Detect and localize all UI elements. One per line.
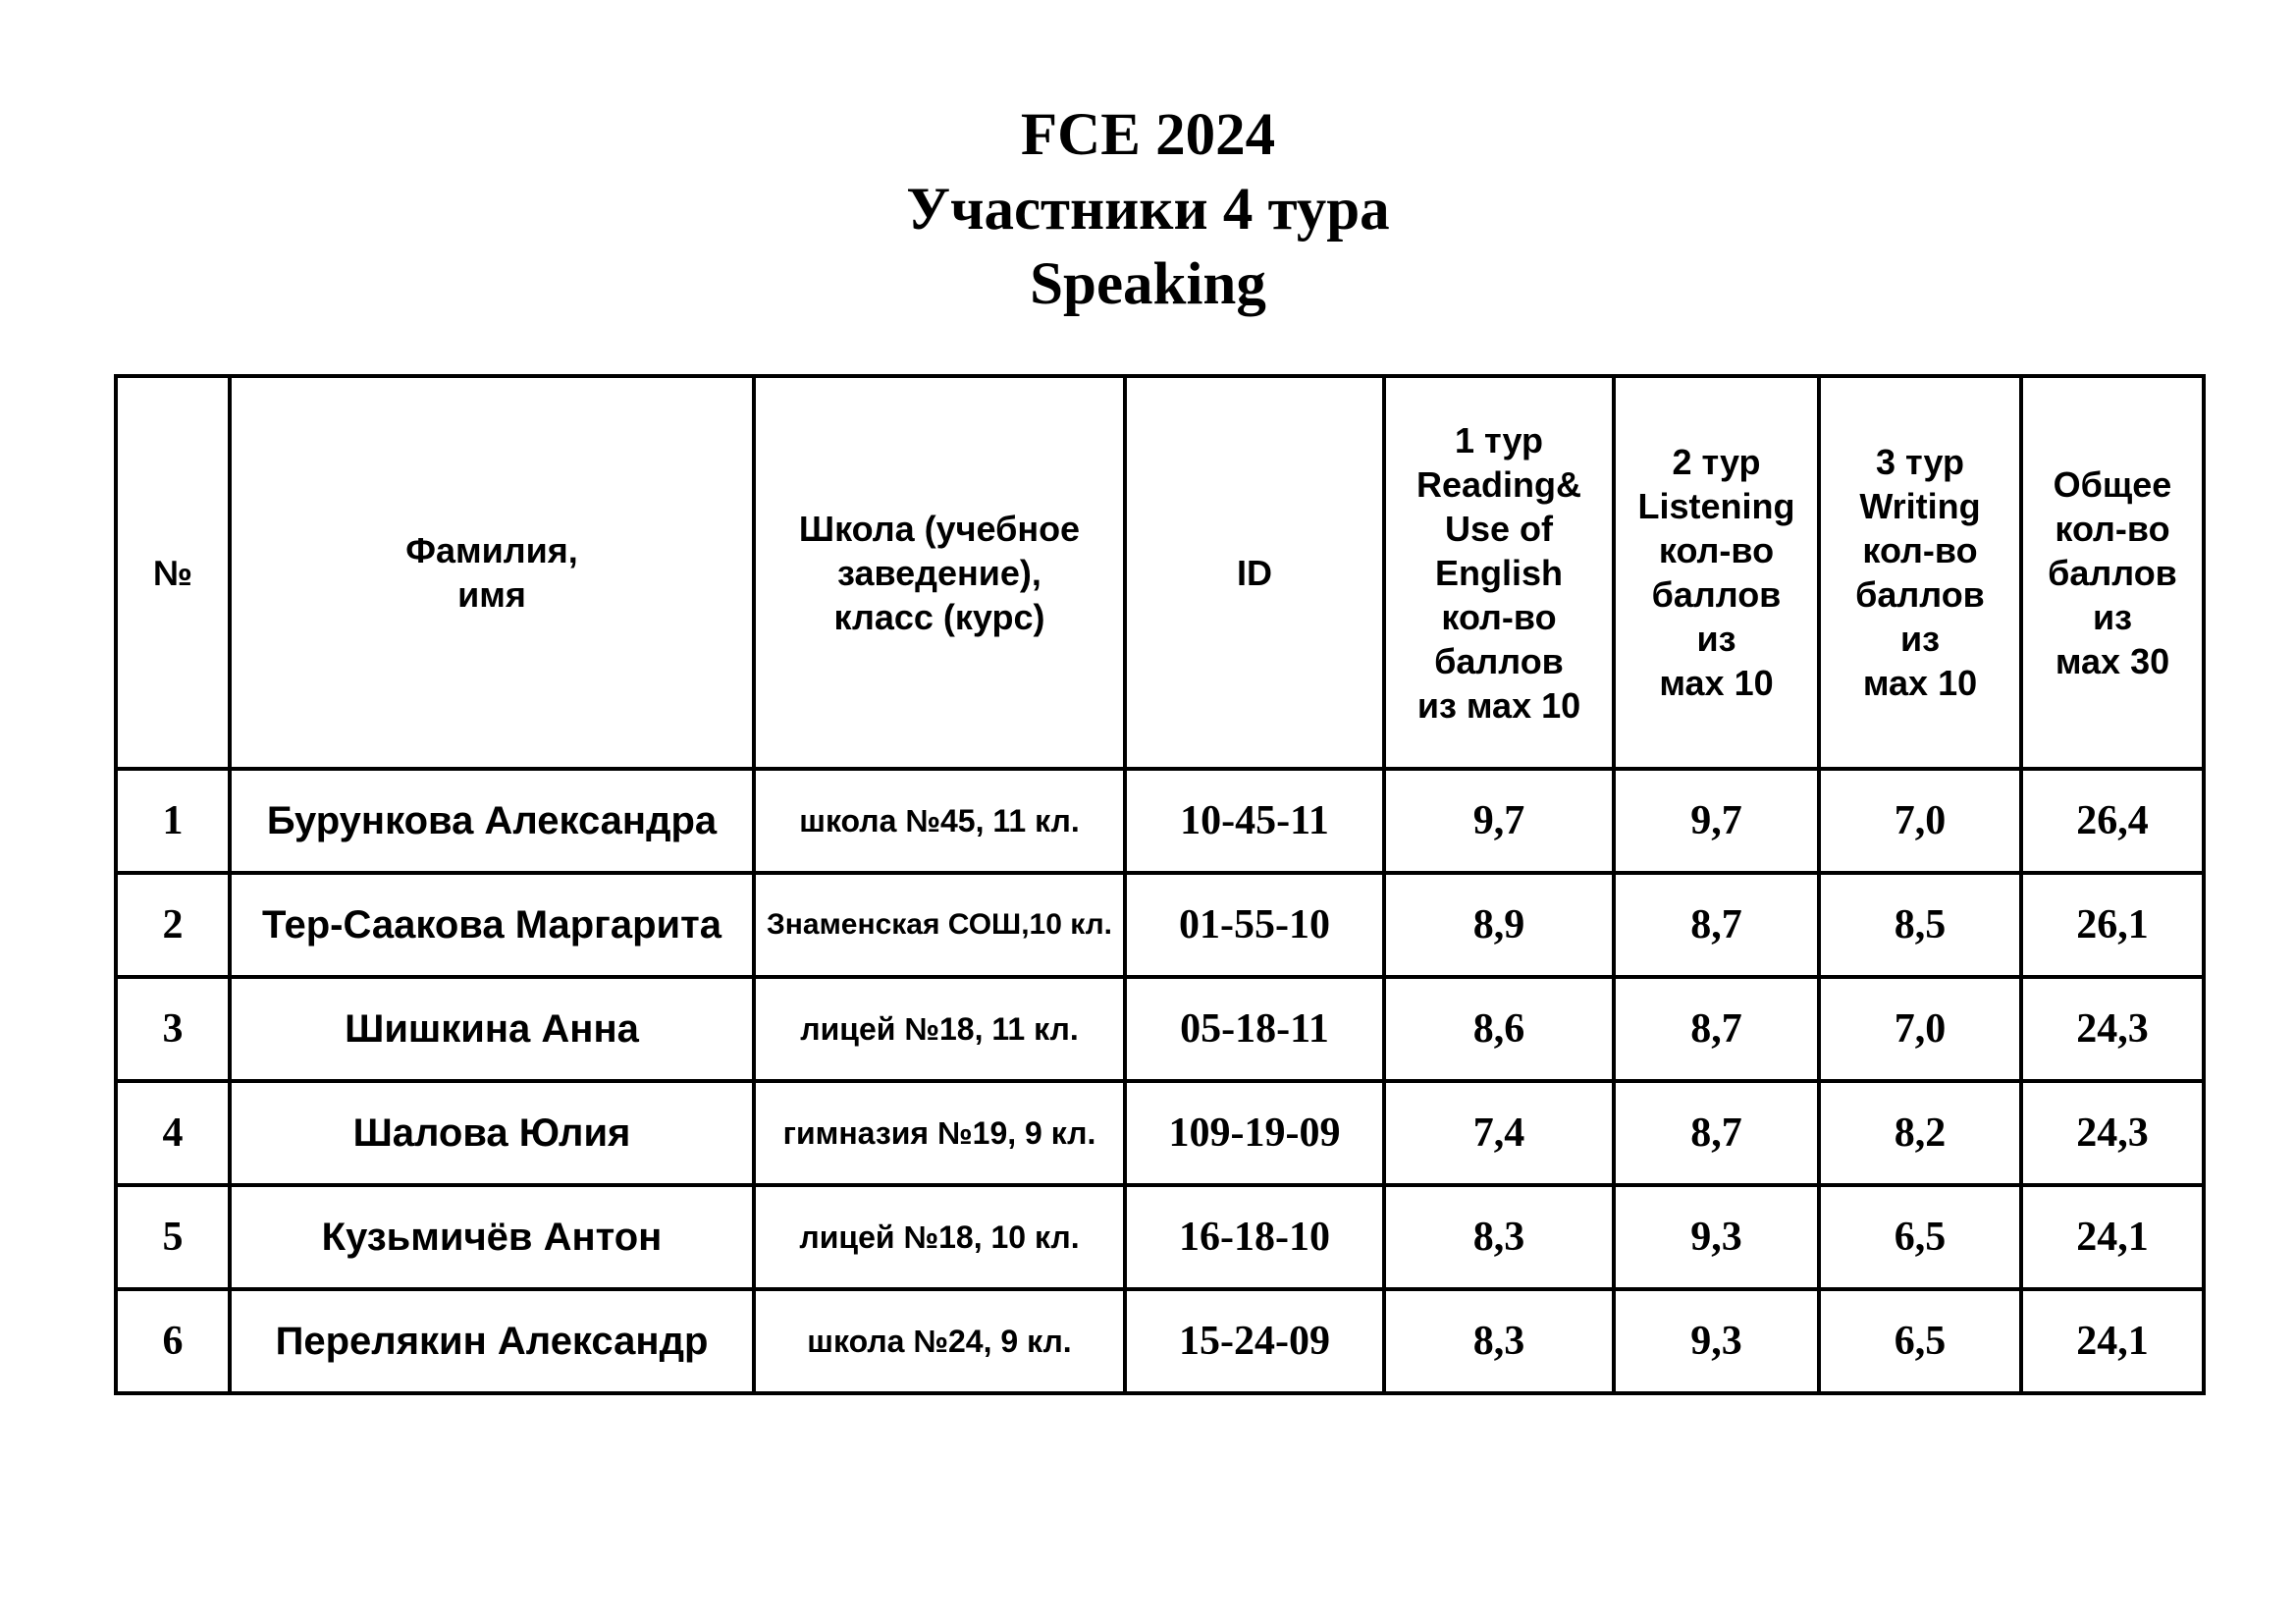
row-num: 6 [116,1289,230,1393]
row-total-score: 26,4 [2021,769,2204,873]
row-total-score: 24,3 [2021,977,2204,1081]
row-tour3-score: 6,5 [1819,1289,2021,1393]
table-row [116,769,2204,873]
title-line-1: FCE 2024 [1020,102,1276,168]
row-id: 109-19-09 [1125,1081,1384,1185]
row-id: 10-45-11 [1125,769,1384,873]
row-id: 15-24-09 [1125,1289,1384,1393]
row-total-score: 26,1 [2021,873,2204,977]
row-tour3-score: 7,0 [1819,977,2021,1081]
row-name: Бурункова Александра [230,769,754,873]
table-row [116,873,2204,977]
header-name: Фамилия, имя [230,376,754,769]
row-name: Шалова Юлия [230,1081,754,1185]
header-id: ID [1125,376,1384,769]
row-tour3-score: 8,5 [1819,873,2021,977]
row-tour2-score: 8,7 [1614,1081,1819,1185]
row-school: школа №45, 11 кл. [754,769,1125,873]
header-school: Школа (учебное заведение), класс (курс) [754,376,1125,769]
row-name: Перелякин Александр [230,1289,754,1393]
row-id: 01-55-10 [1125,873,1384,977]
table-row [116,977,2204,1081]
row-school: школа №24, 9 кл. [754,1289,1125,1393]
header-tour3: 3 тур Writing кол-во баллов из мах 10 [1819,376,2021,769]
page-title [0,98,2296,322]
row-num: 1 [116,769,230,873]
results-table [114,374,2206,1395]
row-id: 05-18-11 [1125,977,1384,1081]
title-line-2: Участники 4 тура [906,177,1390,243]
row-total-score: 24,1 [2021,1185,2204,1289]
header-row [116,376,2204,769]
row-tour1-score: 8,9 [1384,873,1614,977]
row-total-score: 24,1 [2021,1289,2204,1393]
table-row [116,1289,2204,1393]
row-school: лицей №18, 10 кл. [754,1185,1125,1289]
row-num: 4 [116,1081,230,1185]
row-tour2-score: 8,7 [1614,977,1819,1081]
row-tour3-score: 6,5 [1819,1185,2021,1289]
row-tour1-score: 7,4 [1384,1081,1614,1185]
row-tour1-score: 9,7 [1384,769,1614,873]
row-num: 3 [116,977,230,1081]
row-name: Кузьмичёв Антон [230,1185,754,1289]
table-row [116,1185,2204,1289]
row-tour1-score: 8,3 [1384,1289,1614,1393]
row-tour2-score: 9,7 [1614,769,1819,873]
row-school: Знаменская СОШ,10 кл. [754,873,1125,977]
row-tour2-score: 8,7 [1614,873,1819,977]
row-name: Шишкина Анна [230,977,754,1081]
title-line-3: Speaking [1030,251,1266,317]
row-tour3-score: 7,0 [1819,769,2021,873]
row-id: 16-18-10 [1125,1185,1384,1289]
header-num: № [116,376,230,769]
table-row [116,1081,2204,1185]
row-tour2-score: 9,3 [1614,1185,1819,1289]
row-name: Тер-Саакова Маргарита [230,873,754,977]
row-tour1-score: 8,6 [1384,977,1614,1081]
row-tour3-score: 8,2 [1819,1081,2021,1185]
row-total-score: 24,3 [2021,1081,2204,1185]
row-school: лицей №18, 11 кл. [754,977,1125,1081]
row-school: гимназия №19, 9 кл. [754,1081,1125,1185]
row-tour2-score: 9,3 [1614,1289,1819,1393]
header-tour1: 1 тур Reading& Use of English кол-во баллов из мах 10 [1384,376,1614,769]
row-tour1-score: 8,3 [1384,1185,1614,1289]
row-num: 5 [116,1185,230,1289]
header-total: Общее кол-во баллов из мах 30 [2021,376,2204,769]
row-num: 2 [116,873,230,977]
header-tour2: 2 тур Listening кол-во баллов из мах 10 [1614,376,1819,769]
